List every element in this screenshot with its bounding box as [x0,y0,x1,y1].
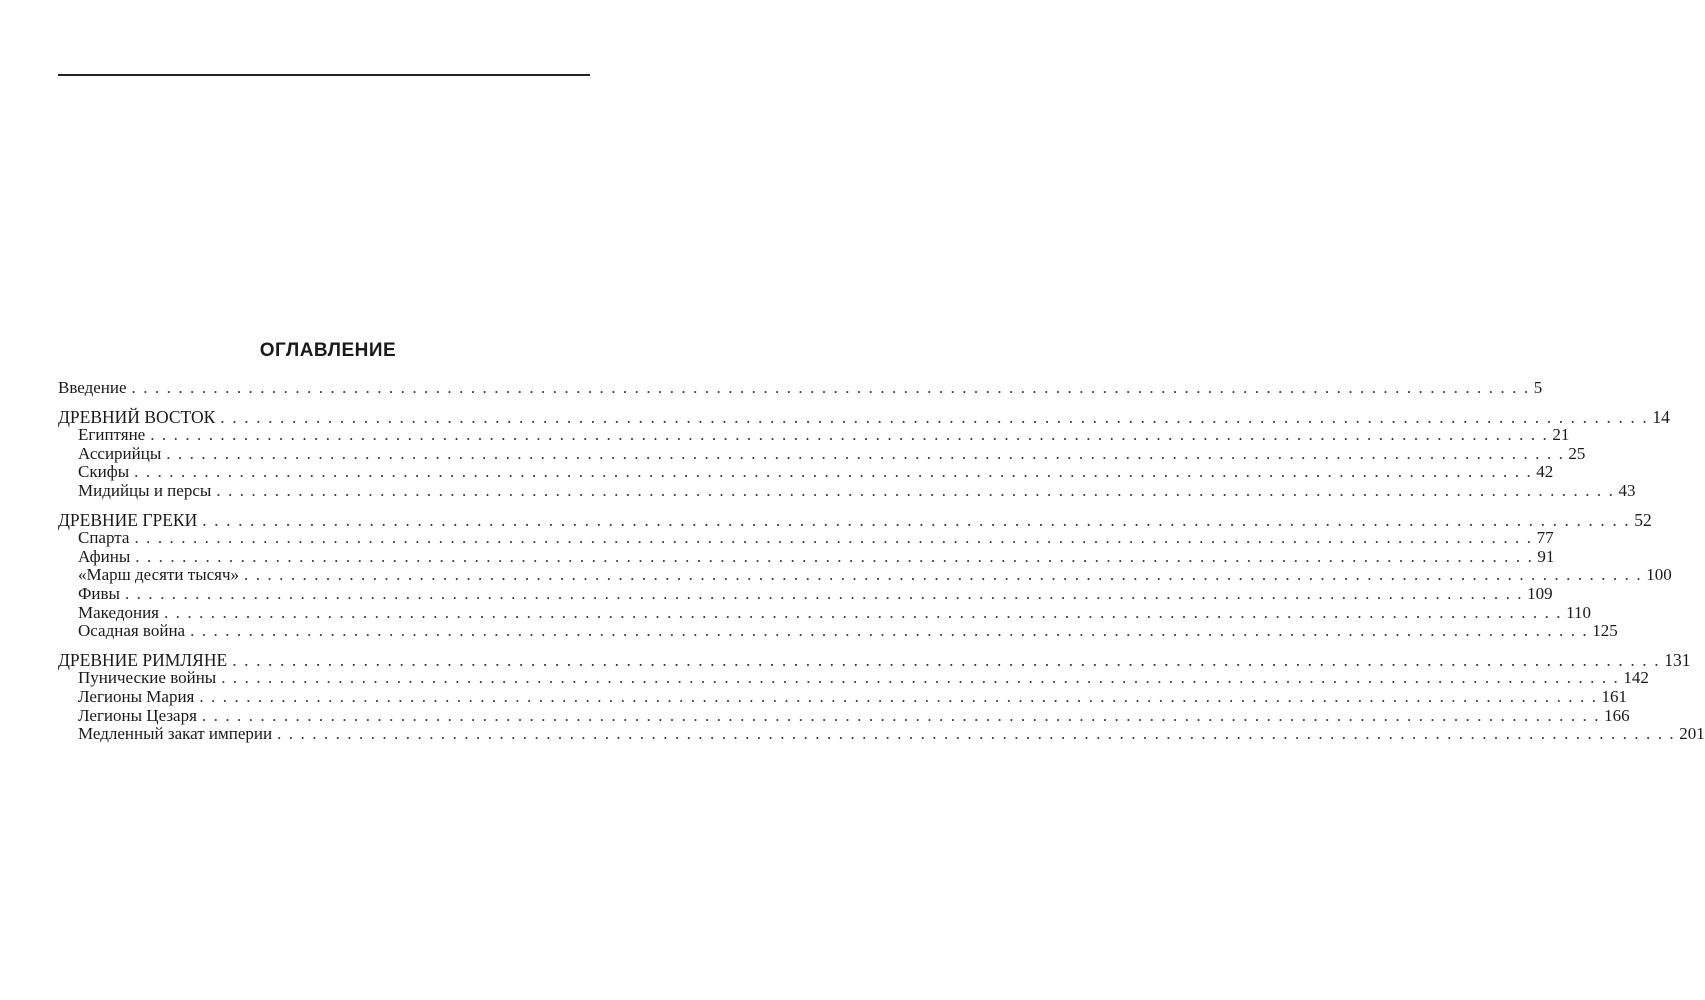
toc-page-number: 201 [1679,724,1705,744]
toc-entry-label: ДРЕВНИЕ ГРЕКИ [58,509,198,530]
toc-entry-label: Спарта [78,528,130,548]
toc-entry [58,668,1649,688]
toc-section-entry [58,406,1670,427]
toc-leader-dots: . . . . . . . . . . . . . . . . . . . . . . . . . . . . . . . . . . . . . . . . . . . . . . . . . . . . . . . . . . . . . . . . . . . . . . . . . . . . . . . . . . . . . . . . . . . . . . . . . . . . . . . . . . . . . . . . . . . . . . . . [166,443,1565,463]
toc-entry-label: ДРЕВНИЙ ВОСТОК [58,406,216,427]
toc-entry-label: Македония [78,602,159,622]
toc-page-number: 91 [1537,546,1555,566]
toc-entry-label: Афины [78,546,131,566]
toc-page-number: 43 [1618,480,1636,500]
toc-entry [58,425,1570,445]
toc-leader-dots: . . . . . . . . . . . . . . . . . . . . . . . . . . . . . . . . . . . . . . . . . . . . . . . . . . . . . . . . . . . . . . . . . . . . . . . . . . . . . . . . . . . . . . . . . . . . . . . . . . . . . . . . . . . . . . . . . . . . . . . . [131,378,1530,397]
toc-entry-label: Ассирийцы [78,443,162,463]
toc-page-number: 131 [1664,649,1691,670]
toc-section-entry [58,509,1652,530]
toc-leader-dots: . . . . . . . . . . . . . . . . . . . . . . . . . . . . . . . . . . . . . . . . . . . . . . . . . . . . . . . . . . . . . . . . . . . . . . . . . . . . . . . . . . . . . . . . . . . . . . . . . . . . . . . . . . . . . . . . . . . . . . . . [202,509,1631,530]
toc-page-number: 77 [1536,528,1554,548]
toc-leader-dots: . . . . . . . . . . . . . . . . . . . . . . . . . . . . . . . . . . . . . . . . . . . . . . . . . . . . . . . . . . . . . . . . . . . . . . . . . . . . . . . . . . . . . . . . . . . . . . . . . . . . . . . . . . . . . . . . . . . . . . . . [201,705,1601,725]
toc-entry [58,724,1705,744]
toc-entry [58,443,1586,464]
toc-entry [58,565,1672,585]
toc-leader-dots: . . . . . . . . . . . . . . . . . . . . . . . . . . . . . . . . . . . . . . . . . . . . . . . . . . . . . . . . . . . . . . . . . . . . . . . . . . . . . . . . . . . . . . . . . . . . . . . . . . . . . . . . . . . . . . . . . . . . . . . . [124,583,1524,603]
toc-page-number: 109 [1527,583,1553,603]
page-title: ОГЛАВЛЕНИЕ [259,340,397,361]
toc-page-number: 125 [1592,621,1618,641]
toc-leader-dots: . . . . . . . . . . . . . . . . . . . . . . . . . . . . . . . . . . . . . . . . . . . . . . . . . . . . . . . . . . . . . . . . . . . . . . . . . . . . . . . . . . . . . . . . . . . . . . . . . . . . . . . . . . . . . . . . . . . . . . . . [216,480,1615,500]
toc-page-number: 14 [1652,406,1670,427]
toc-page-number: 25 [1568,443,1586,463]
toc-entry [58,686,1628,707]
toc-leader-dots: . . . . . . . . . . . . . . . . . . . . . . . . . . . . . . . . . . . . . . . . . . . . . . . . . . . . . . . . . . . . . . . . . . . . . . . . . . . . . . . . . . . . . . . . . . . . . . . . . . . . . . . . . . . . . . . . . . . . . . . . [220,406,1649,427]
toc-leader-dots: . . . . . . . . . . . . . . . . . . . . . . . . . . . . . . . . . . . . . . . . . . . . . . . . . . . . . . . . . . . . . . . . . . . . . . . . . . . . . . . . . . . . . . . . . . . . . . . . . . . . . . . . . . . . . . . . . . . . . . . . [163,602,1563,622]
toc-entry [58,621,1618,641]
toc-entry [58,602,1592,623]
toc-entry-label: Скифы [78,462,130,482]
toc-entry [58,462,1554,482]
toc-entry-label: Медленный закат империи [78,724,273,744]
toc-entry-label: Осадная война [78,621,186,641]
toc-page-number: 52 [1634,509,1652,530]
toc-page-number: 42 [1536,462,1554,482]
toc-entry-label: Легионы Цезаря [78,705,197,725]
toc-entry [58,480,1636,501]
toc-page-number: 166 [1604,705,1630,725]
table-of-contents [58,378,1705,744]
toc-leader-dots: . . . . . . . . . . . . . . . . . . . . . . . . . . . . . . . . . . . . . . . . . . . . . . . . . . . . . . . . . . . . . . . . . . . . . . . . . . . . . . . . . . . . . . . . . . . . . . . . . . . . . . . . . . . . . . . . . . . . . . . . [134,462,1533,482]
toc-page-number: 110 [1566,602,1592,622]
toc-entry [58,583,1553,604]
toc-entry-label: Фивы [78,583,120,603]
toc-page-number: 161 [1601,686,1628,706]
toc-page-number: 100 [1646,565,1672,585]
toc-leader-dots: . . . . . . . . . . . . . . . . . . . . . . . . . . . . . . . . . . . . . . . . . . . . . . . . . . . . . . . . . . . . . . . . . . . . . . . . . . . . . . . . . . . . . . . . . . . . . . . . . . . . . . . . . . . . . . . . . . . . . . . . [135,546,1534,566]
toc-leader-dots: . . . . . . . . . . . . . . . . . . . . . . . . . . . . . . . . . . . . . . . . . . . . . . . . . . . . . . . . . . . . . . . . . . . . . . . . . . . . . . . . . . . . . . . . . . . . . . . . . . . . . . . . . . . . . . . . . . . . . . . . [221,668,1620,688]
toc-leader-dots: . . . . . . . . . . . . . . . . . . . . . . . . . . . . . . . . . . . . . . . . . . . . . . . . . . . . . . . . . . . . . . . . . . . . . . . . . . . . . . . . . . . . . . . . . . . . . . . . . . . . . . . . . . . . . . . . . . . . . . . . [232,649,1661,670]
toc-entry [58,546,1555,567]
toc-page-number: 21 [1552,425,1570,445]
toc-entry-label: Легионы Мария [78,686,195,706]
toc-entry-label: Пунические войны [78,668,217,688]
toc-leader-dots: . . . . . . . . . . . . . . . . . . . . . . . . . . . . . . . . . . . . . . . . . . . . . . . . . . . . . . . . . . . . . . . . . . . . . . . . . . . . . . . . . . . . . . . . . . . . . . . . . . . . . . . . . . . . . . . . . . . . . . . . [277,724,1676,744]
toc-entry-label: Мидийцы и персы [78,480,212,500]
toc-page-number: 5 [1533,378,1543,397]
toc-section-entry [58,649,1691,670]
toc-leader-dots: . . . . . . . . . . . . . . . . . . . . . . . . . . . . . . . . . . . . . . . . . . . . . . . . . . . . . . . . . . . . . . . . . . . . . . . . . . . . . . . . . . . . . . . . . . . . . . . . . . . . . . . . . . . . . . . . . . . . . . . . [244,565,1643,585]
toc-entry-label: Введение [58,378,127,397]
toc-entry-label: ДРЕВНИЕ РИМЛЯНЕ [58,649,228,670]
toc-entry [58,705,1630,726]
toc-section-entry [58,378,1543,398]
toc-entry-label: Египтяне [78,425,146,445]
toc-leader-dots: . . . . . . . . . . . . . . . . . . . . . . . . . . . . . . . . . . . . . . . . . . . . . . . . . . . . . . . . . . . . . . . . . . . . . . . . . . . . . . . . . . . . . . . . . . . . . . . . . . . . . . . . . . . . . . . . . . . . . . . . [134,528,1533,548]
toc-entry [58,528,1554,548]
toc-entry-label: «Марш десяти тысяч» [78,565,240,585]
toc-leader-dots: . . . . . . . . . . . . . . . . . . . . . . . . . . . . . . . . . . . . . . . . . . . . . . . . . . . . . . . . . . . . . . . . . . . . . . . . . . . . . . . . . . . . . . . . . . . . . . . . . . . . . . . . . . . . . . . . . . . . . . . . [190,621,1589,641]
toc-leader-dots: . . . . . . . . . . . . . . . . . . . . . . . . . . . . . . . . . . . . . . . . . . . . . . . . . . . . . . . . . . . . . . . . . . . . . . . . . . . . . . . . . . . . . . . . . . . . . . . . . . . . . . . . . . . . . . . . . . . . . . . . [199,686,1598,706]
toc-page-number: 142 [1623,668,1649,688]
toc-leader-dots: . . . . . . . . . . . . . . . . . . . . . . . . . . . . . . . . . . . . . . . . . . . . . . . . . . . . . . . . . . . . . . . . . . . . . . . . . . . . . . . . . . . . . . . . . . . . . . . . . . . . . . . . . . . . . . . . . . . . . . . . [150,425,1549,445]
header-rule [58,74,590,76]
